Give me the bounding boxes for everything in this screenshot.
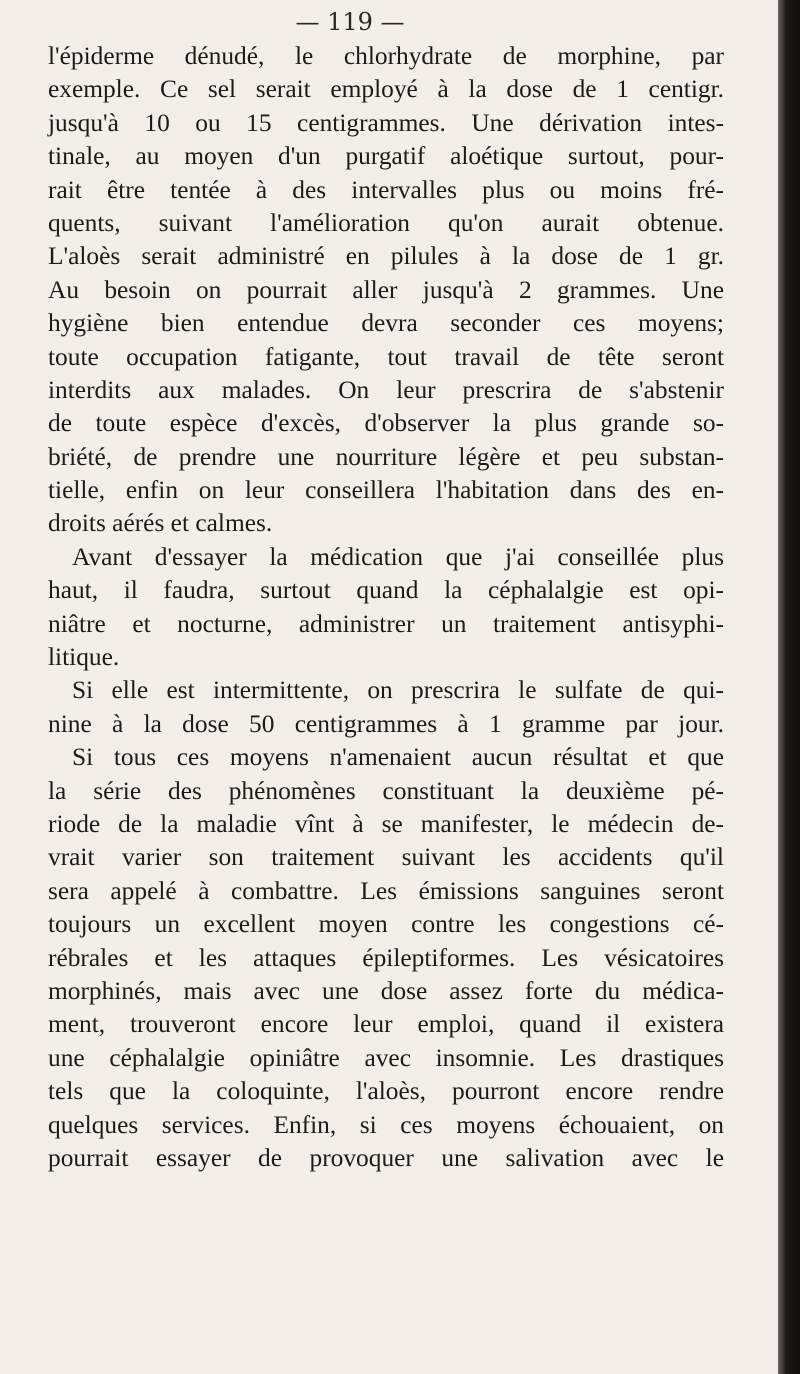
page-edge-shadow [778,0,800,1374]
text-line: Avant d'essayer la médication que j'ai conseillée plus [72,542,724,571]
text-line: Si elle est intermittente, on prescrira le sulfate de qui- [72,676,724,705]
text-line: niâtre et nocturne, administrer un traitement antisyphi- [48,609,724,638]
text-line: pourrait essayer de provoquer une salivation avec le [48,1143,724,1172]
text-line: morphinés, mais avec une dose assez forte du médica- [48,976,724,1005]
text-line: tels que la coloquinte, l'aloès, pourront encore rendre [48,1077,724,1106]
text-line: de toute espèce d'excès, d'observer la plus grande so- [48,409,724,438]
text-line: interdits aux malades. On leur prescrira de s'abstenir [48,375,724,404]
text-line: la série des phénomènes constituant la deuxième pé- [48,776,724,805]
text-line: hygiène bien entendue devra seconder ces moyens; [48,309,724,338]
text-line: briété, de prendre une nourriture légère et peu substan- [48,442,724,471]
text-line: quelques services. Enfin, si ces moyens échouaient, on [48,1110,724,1139]
text-line: nine à la dose 50 centigrammes à 1 gramme par jour. [48,709,724,738]
page-number-header: — 119 — [295,8,405,36]
text-line: vrait varier son traitement suivant les accidents qu'il [48,843,724,872]
text-line: toujours un excellent moyen contre les congestions cé- [48,910,724,939]
text-line: sera appelé à combattre. Les émissions sanguines seront [48,876,724,905]
text-line: jusqu'à 10 ou 15 centigrammes. Une dérivation intes- [48,108,724,137]
text-line: rait être tentée à des intervalles plus ou moins fré- [48,175,724,204]
text-line: ment, trouveront encore leur emploi, quand il existera [48,1010,724,1039]
text-line: Au besoin on pourrait aller jusqu'à 2 grammes. Une [48,275,724,304]
text-line: toute occupation fatigante, tout travail de tête seront [48,342,724,371]
text-line: litique. [48,643,120,672]
text-line: tinale, au moyen d'un purgatif aloétique surtout, pour- [48,142,724,171]
text-line: tielle, enfin on leur conseillera l'habitation dans des en- [48,476,724,505]
text-line: exemple. Ce sel serait employé à la dose de 1 centigr. [48,75,724,104]
text-line: haut, il faudra, surtout quand la céphalalgie est opi- [48,576,724,605]
text-line: Si tous ces moyens n'amenaient aucun résultat et que [72,743,724,772]
text-line: L'aloès serait administré en pilules à la dose de 1 gr. [48,242,724,271]
body-text [48,40,724,1175]
text-line: l'épiderme dénudé, le chlorhydrate de morphine, par [48,42,724,70]
text-line: riode de la maladie vînt à se manifester, le médecin de- [48,809,724,838]
text-line: une céphalalgie opiniâtre avec insomnie. Les drastiques [48,1043,724,1072]
text-line: rébrales et les attaques épileptiformes. Les vésicatoires [48,943,724,972]
text-line: quents, suivant l'amélioration qu'on aurait obtenue. [48,208,724,237]
text-line: droits aérés et calmes. [48,509,273,538]
